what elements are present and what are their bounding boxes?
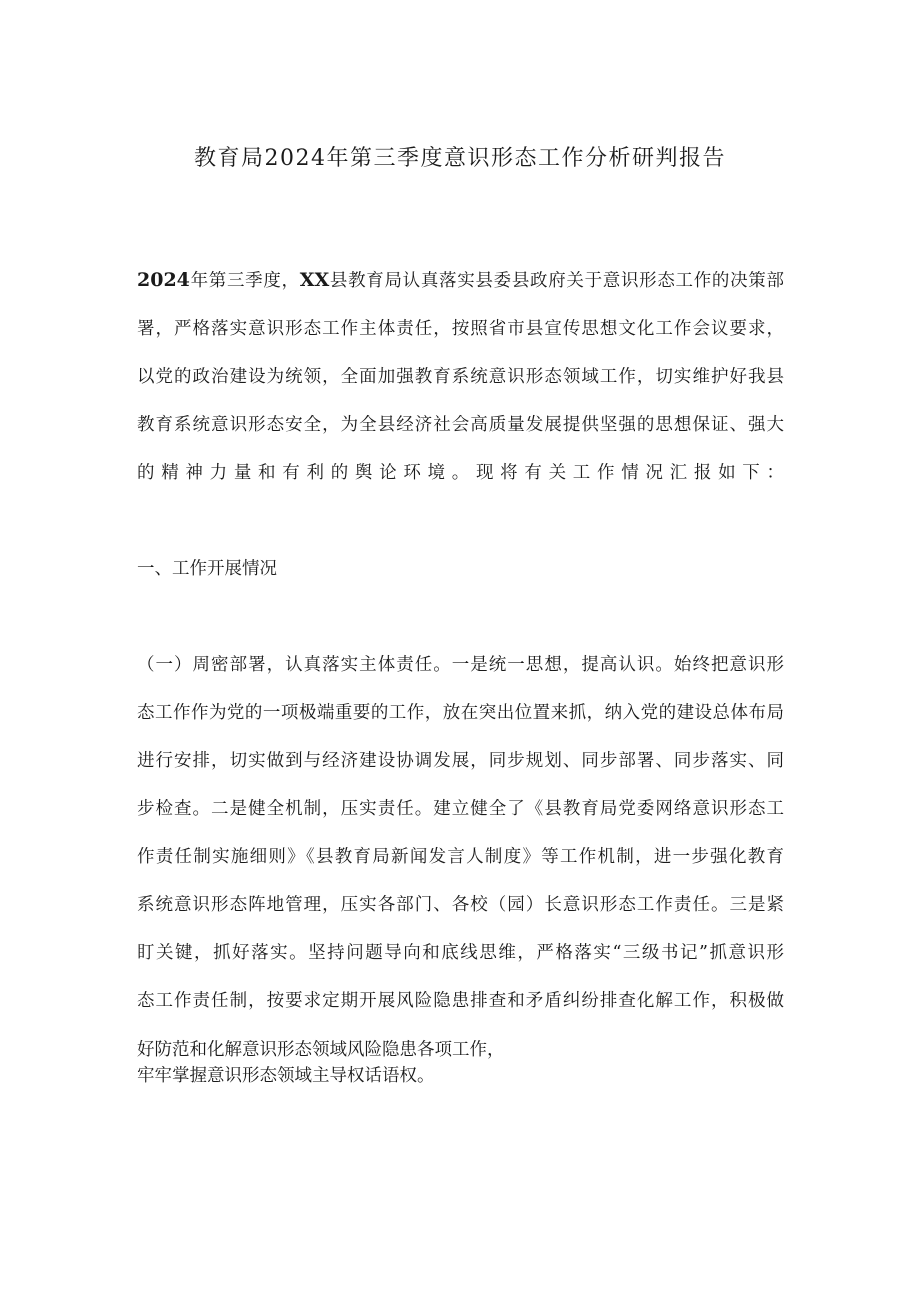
intro-year: 2024 bbox=[137, 269, 190, 291]
section-1-heading: 一、工作开展情况 bbox=[137, 559, 277, 579]
section-1-line-4: 步检查。二是健全机制，压实责任。建立健全了《县教育局党委网络意识形态工 bbox=[137, 799, 784, 819]
section-1-line-5: 作责任制实施细则》《县教育局新闻发言人制度》等工作机制，进一步强化教育 bbox=[137, 847, 784, 867]
section-1-line-1: （一）周密部署，认真落实主体责任。一是统一思想，提高认识。始终把意识形 bbox=[137, 655, 784, 675]
intro-line-4: 教育系统意识形态安全，为全县经济社会高质量发展提供坚强的思想保证、强大 bbox=[137, 415, 784, 435]
intro-line-1 bbox=[137, 268, 784, 293]
section-1-line-9: 好防范和化解意识形态领域风险隐患各项工作， bbox=[137, 1040, 505, 1060]
section-1-line-2: 态工作作为党的一项极端重要的工作，放在突出位置来抓，纳入党的建设总体布局 bbox=[137, 703, 784, 723]
section-1-line-10: 牢牢掌握意识形态领域主导权话语权。 bbox=[137, 1066, 435, 1086]
section-1-line-6: 系统意识形态阵地管理，压实各部门、各校（园）长意识形态工作责任。三是紧 bbox=[137, 895, 784, 915]
intro-line-1-part-b: 县教育局认真落实县委县政府关于意识形态工作的决策部 bbox=[329, 271, 785, 291]
section-1-line-3: 进行安排，切实做到与经济建设协调发展，同步规划、同步部署、同步落实、同 bbox=[137, 751, 784, 771]
intro-line-5: 的精神力量和有利的舆论环境。现将有关工作情况汇报如下： bbox=[137, 463, 784, 483]
intro-county: XX bbox=[299, 269, 330, 291]
intro-line-2: 署，严格落实意识形态工作主体责任，按照省市县宣传思想文化工作会议要求， bbox=[137, 319, 784, 339]
document-title: 教育局2024年第三季度意识形态工作分析研判报告 bbox=[194, 146, 726, 171]
intro-line-3: 以党的政治建设为统领，全面加强教育系统意识形态领域工作，切实维护好我县 bbox=[137, 367, 784, 387]
section-1-line-7: 盯关键，抓好落实。坚持问题导向和底线思维，严格落实“三级书记”抓意识形 bbox=[137, 943, 784, 963]
intro-line-1-part-a: 年第三季度， bbox=[189, 271, 300, 291]
section-1-line-8: 态工作责任制，按要求定期开展风险隐患排查和矛盾纠纷排查化解工作，积极做 bbox=[137, 991, 784, 1011]
